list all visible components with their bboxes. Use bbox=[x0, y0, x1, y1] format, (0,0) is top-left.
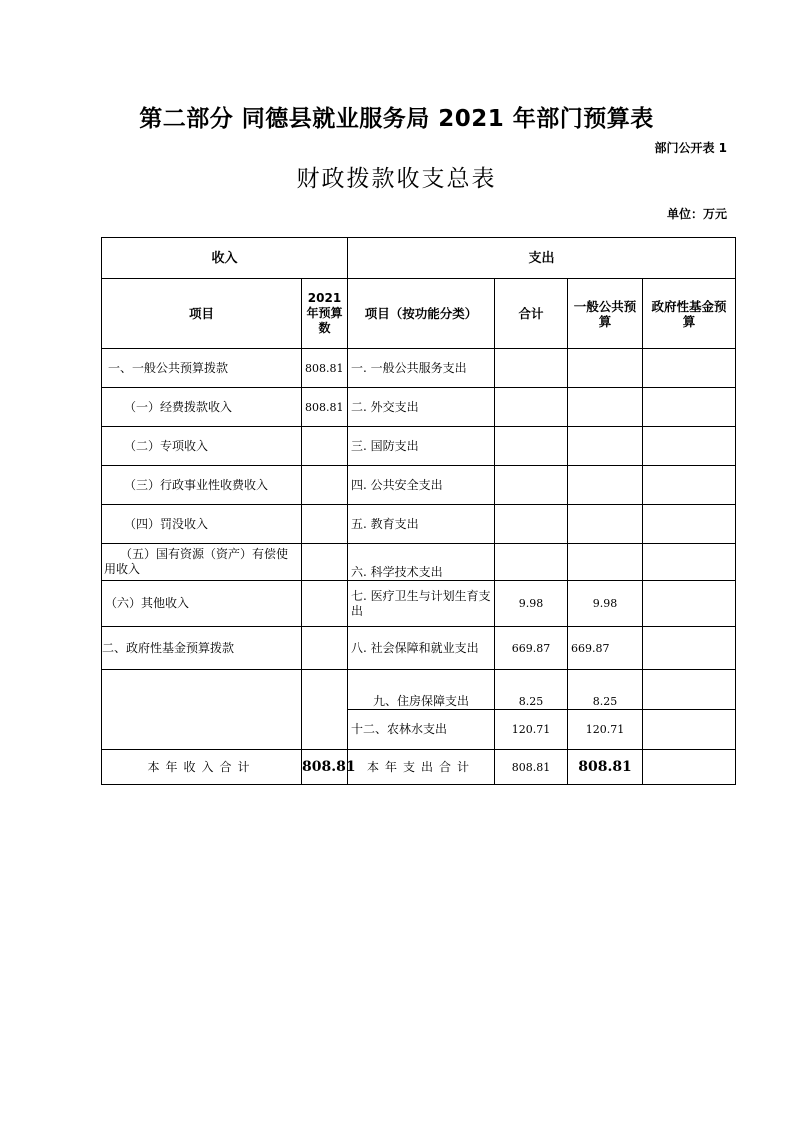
table-row bbox=[102, 670, 736, 710]
expense-general bbox=[568, 427, 643, 466]
income-item: （三）行政事业性收费收入 bbox=[102, 466, 302, 505]
expense-general: 120.71 bbox=[568, 710, 643, 750]
expense-total bbox=[495, 388, 568, 427]
income-amount: 808.81 bbox=[302, 388, 348, 427]
expense-general bbox=[568, 544, 643, 581]
col-item: 项目 bbox=[102, 279, 302, 349]
section-header-row bbox=[102, 238, 736, 279]
expense-general-total: 808.81 bbox=[568, 750, 643, 785]
expense-total: 669.87 bbox=[495, 627, 568, 670]
table-row bbox=[102, 349, 736, 388]
expense-total: 8.25 bbox=[495, 670, 568, 710]
expense-total bbox=[495, 466, 568, 505]
unit-label: 单位：万元 bbox=[666, 207, 727, 221]
col-budget: 2021 年预算数 bbox=[302, 279, 348, 349]
expense-fund bbox=[643, 627, 736, 670]
page-title: 第二部分 同德县就业服务局 2021 年部门预算表 bbox=[139, 106, 654, 132]
income-item: （六）其他收入 bbox=[102, 581, 302, 627]
expense-fund bbox=[643, 710, 736, 750]
income-total-amount: 808.81 bbox=[302, 750, 348, 785]
table-code: 部门公开表 1 bbox=[654, 141, 727, 155]
expense-fund bbox=[643, 505, 736, 544]
expense-total bbox=[495, 349, 568, 388]
expense-item: 一. 一般公共服务支出 bbox=[348, 349, 495, 388]
expense-item: 三. 国防支出 bbox=[348, 427, 495, 466]
table-row bbox=[102, 466, 736, 505]
expense-fund bbox=[643, 349, 736, 388]
expense-item: 二. 外交支出 bbox=[348, 388, 495, 427]
column-header-row bbox=[102, 279, 736, 349]
income-amount bbox=[302, 427, 348, 466]
income-amount bbox=[302, 544, 348, 581]
income-item: （二）专项收入 bbox=[102, 427, 302, 466]
expense-fund bbox=[643, 466, 736, 505]
expense-general: 8.25 bbox=[568, 670, 643, 710]
expense-total bbox=[495, 505, 568, 544]
col-item-func: 项目（按功能分类） bbox=[348, 279, 495, 349]
expense-general: 669.87 bbox=[568, 627, 643, 670]
table-row bbox=[102, 544, 736, 581]
expense-item: 九、住房保障支出 bbox=[348, 670, 495, 710]
expense-item: 五. 教育支出 bbox=[348, 505, 495, 544]
section-income: 收入 bbox=[102, 238, 348, 279]
income-item: 一、一般公共预算拨款 bbox=[102, 349, 302, 388]
expense-fund bbox=[643, 427, 736, 466]
budget-table bbox=[101, 237, 736, 785]
expense-fund bbox=[643, 388, 736, 427]
table-row bbox=[102, 627, 736, 670]
section-expense: 支出 bbox=[348, 238, 736, 279]
expense-fund-total bbox=[643, 750, 736, 785]
income-amount bbox=[302, 466, 348, 505]
table-row bbox=[102, 427, 736, 466]
expense-item: 十二、农林水支出 bbox=[348, 710, 495, 750]
table-row bbox=[102, 388, 736, 427]
table-subtitle: 财政拨款收支总表 bbox=[296, 166, 497, 192]
col-fund: 政府性基金预算 bbox=[643, 279, 736, 349]
expense-general bbox=[568, 505, 643, 544]
expense-fund bbox=[643, 581, 736, 627]
expense-item: 六. 科学技术支出 bbox=[348, 544, 495, 581]
income-total-label: 本年收入合计 bbox=[102, 750, 302, 785]
expense-total: 120.71 bbox=[495, 710, 568, 750]
expense-general bbox=[568, 466, 643, 505]
income-amount bbox=[302, 581, 348, 627]
income-item: （四）罚没收入 bbox=[102, 505, 302, 544]
expense-total-label: 本年支出合计 bbox=[348, 750, 495, 785]
expense-general: 9.98 bbox=[568, 581, 643, 627]
table-row bbox=[102, 581, 736, 627]
expense-total-amount: 808.81 bbox=[495, 750, 568, 785]
expense-general bbox=[568, 349, 643, 388]
income-item: （五）国有资源（资产）有偿使用收入 bbox=[102, 544, 302, 581]
income-item bbox=[102, 670, 302, 750]
expense-total bbox=[495, 544, 568, 581]
income-item: 二、政府性基金预算拨款 bbox=[102, 627, 302, 670]
expense-item: 七. 医疗卫生与计划生育支出 bbox=[348, 581, 495, 627]
expense-total bbox=[495, 427, 568, 466]
expense-fund bbox=[643, 544, 736, 581]
expense-item: 四. 公共安全支出 bbox=[348, 466, 495, 505]
table-row bbox=[102, 505, 736, 544]
income-amount bbox=[302, 505, 348, 544]
income-amount: 808.81 bbox=[302, 349, 348, 388]
col-total: 合计 bbox=[495, 279, 568, 349]
expense-fund bbox=[643, 670, 736, 710]
expense-general bbox=[568, 388, 643, 427]
income-item: （一）经费拨款收入 bbox=[102, 388, 302, 427]
col-general: 一般公共预算 bbox=[568, 279, 643, 349]
total-row bbox=[102, 750, 736, 785]
income-amount bbox=[302, 670, 348, 750]
expense-total: 9.98 bbox=[495, 581, 568, 627]
income-amount bbox=[302, 627, 348, 670]
expense-item: 八. 社会保障和就业支出 bbox=[348, 627, 495, 670]
